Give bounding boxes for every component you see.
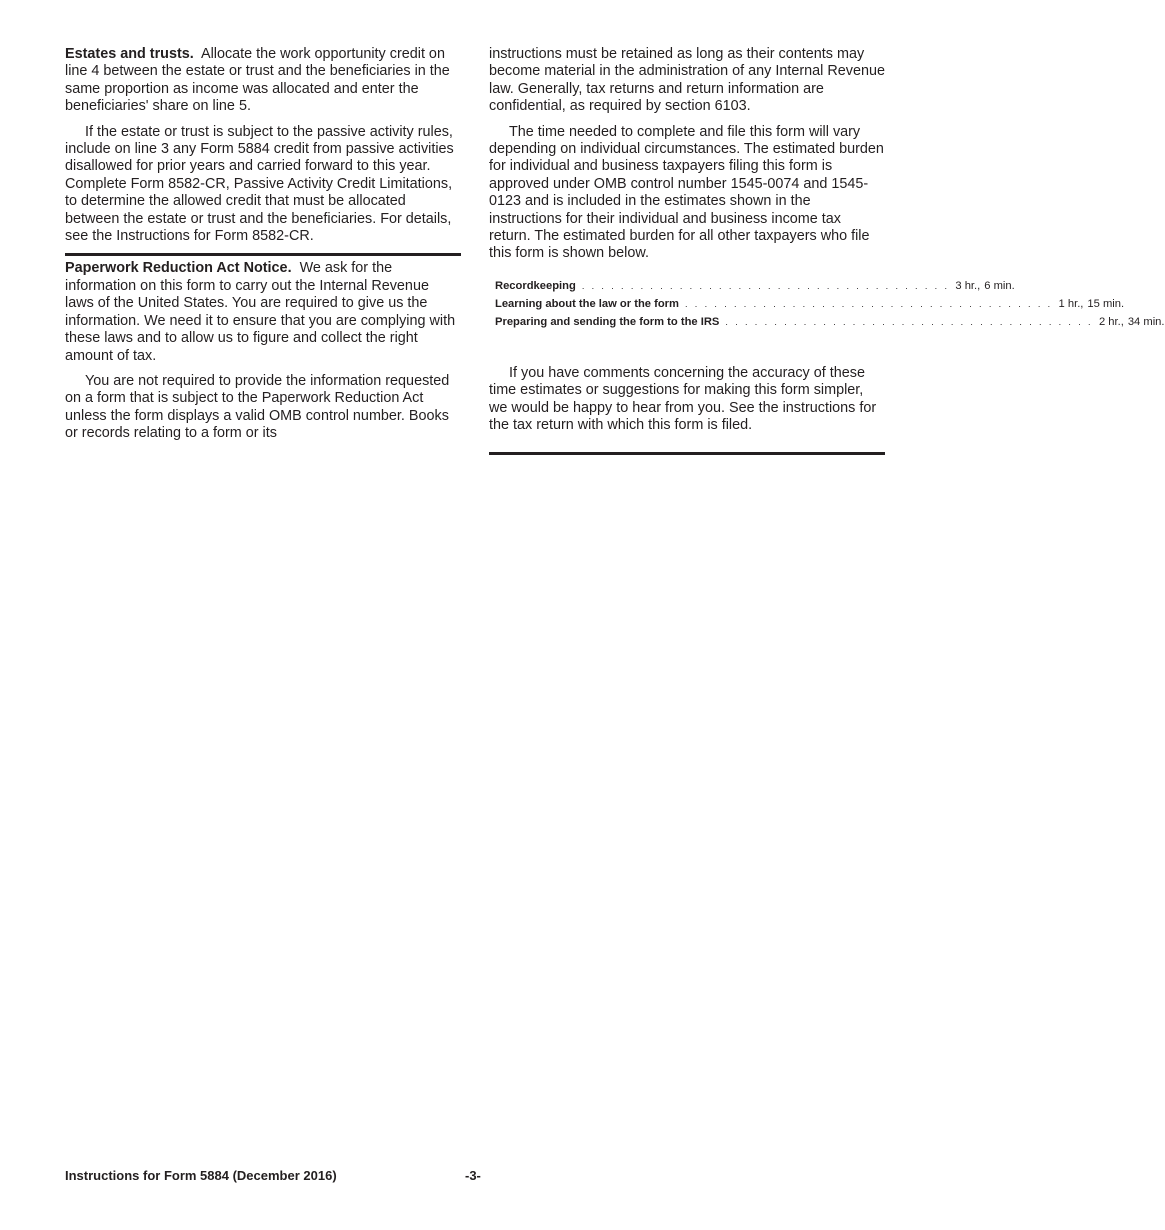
paperwork-paragraph [65,260,461,364]
burden-minutes: 15 min. [1087,297,1125,310]
estates-text: Allocate the work opportunity credit on line 4 between the estate or trust and the beneficiaries in the same proportion as income was allocated and enter the beneficiaries' share on line 5. [65,46,450,115]
burden-minutes: 34 min. [1127,315,1165,328]
paperwork-heading: Paperwork Reduction Act Notice. [65,260,292,277]
page-footer [65,1168,885,1183]
right-column [489,46,1165,455]
burden-label: Learning about the law or the form [495,297,679,310]
table-row [495,313,1165,331]
time-needed-paragraph: The time needed to complete and file this form will vary depending on individual circumstances. The estimated burden for individual and business taxpayers filing this form is approved under OMB control number 1545-0074 and 1545-0123 and is included in the estimates shown in the instructions for their individual and business income tax return. The estimated burden for all other taxpayers who file this form is shown below. [489,123,884,262]
burden-hours: 2 hr., [1098,315,1124,328]
footer-title: Instructions for Form 5884 (December 2016) [65,1168,337,1183]
dot-leader: . . . . . . . . . . . . . . . . . . . . . . . . . . . . . . . . . . . . . . [725,316,1093,327]
burden-hours: 3 hr., [955,279,981,292]
burden-hours: 1 hr., [1058,297,1084,310]
table-row [495,277,1015,295]
comments-paragraph: If you have comments concerning the accuracy of these time estimates or suggestions for making this form simpler, we would be happy to hear from you. See the instructions for the tax return with which this form is filed. [489,364,877,434]
not-required-paragraph: You are not required to provide the information requested on a form that is subject to the Paperwork Reduction Act unless the form displays a valid OMB control number. Books or records relating to a form or its [65,372,450,442]
end-rule [489,452,885,455]
burden-minutes: 6 min. [984,279,1015,292]
burden-label: Recordkeeping [495,279,576,292]
paperwork-text: We ask for the information on this form to carry out the Internal Revenue laws of the United States. You are required to give us the information. We need it to ensure that you are complying with these laws and to allow us to figure and collect the right amount of tax. [65,260,456,364]
dot-leader: . . . . . . . . . . . . . . . . . . . . . . . . . . . . . . . . . . . . . . [581,280,950,291]
continued-paragraph: instructions must be retained as long as their contents may become material in the administration of any Internal Revenue law. Generally, tax returns and return information are confidential, as required by section 6103. [489,46,885,115]
passive-activity-paragraph: If the estate or trust is subject to the passive activity rules, include on line 3 any Form 5884 credit from passive activities disallowed for prior years and carried forward to this year. Complete Form 8582-CR, Passive Activity Credit Limitations, to determine the allowed credit that must be allocated between the estate or trust and the beneficiaries. For details, see the Instructions for Form 8582-CR. [65,123,454,245]
left-column [65,46,461,443]
burden-table [495,277,1165,331]
page-number: -3- [465,1168,481,1183]
estates-heading: Estates and trusts. [65,46,194,62]
estates-paragraph [65,46,461,116]
dot-leader: . . . . . . . . . . . . . . . . . . . . . . . . . . . . . . . . . . . . . . [684,298,1053,309]
table-row [495,295,1125,313]
burden-label: Preparing and sending the form to the IRS [495,315,720,328]
